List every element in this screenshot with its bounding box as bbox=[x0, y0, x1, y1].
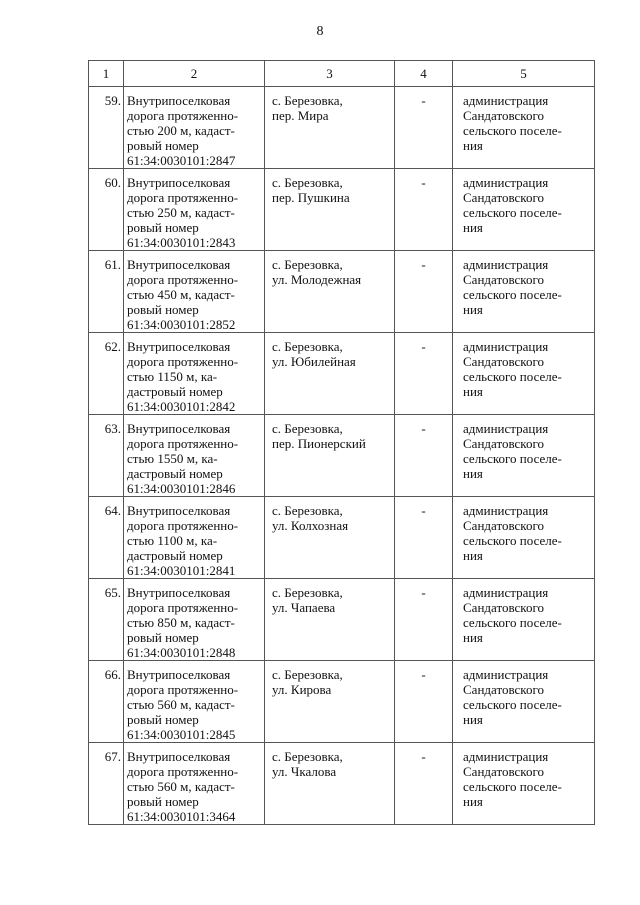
owner-name: администрация Сандатовского сельского поселе- ния bbox=[453, 169, 595, 251]
row-number: 64. bbox=[89, 497, 124, 579]
row-number: 65. bbox=[89, 579, 124, 661]
column-header: 4 bbox=[395, 61, 453, 87]
table-row bbox=[89, 415, 595, 497]
row-number: 67. bbox=[89, 743, 124, 825]
row-number: 63. bbox=[89, 415, 124, 497]
object-address: с. Березовка, пер. Пушкина bbox=[265, 169, 395, 251]
table-row bbox=[89, 169, 595, 251]
row-number: 59. bbox=[89, 87, 124, 169]
object-description: Внутрипоселковая дорога протяженно- стью 1100 м, ка- дастровый номер 61:34:0030101:2841 bbox=[124, 497, 265, 579]
table-row bbox=[89, 743, 595, 825]
row-number: 60. bbox=[89, 169, 124, 251]
road-registry-table bbox=[88, 60, 595, 825]
column-4-value: - bbox=[395, 251, 453, 333]
column-header: 2 bbox=[124, 61, 265, 87]
owner-name: администрация Сандатовского сельского поселе- ния bbox=[453, 415, 595, 497]
column-4-value: - bbox=[395, 579, 453, 661]
page-number: 8 bbox=[316, 24, 324, 39]
table-row bbox=[89, 661, 595, 743]
object-address: с. Березовка, ул. Кирова bbox=[265, 661, 395, 743]
table-row bbox=[89, 333, 595, 415]
table-row bbox=[89, 579, 595, 661]
object-description: Внутрипоселковая дорога протяженно- стью 850 м, кадаст- ровый номер 61:34:0030101:2848 bbox=[124, 579, 265, 661]
owner-name: администрация Сандатовского сельского поселе- ния bbox=[453, 579, 595, 661]
owner-name: администрация Сандатовского сельского поселе- ния bbox=[453, 333, 595, 415]
object-description: Внутрипоселковая дорога протяженно- стью 560 м, кадаст- ровый номер 61:34:0030101:3464 bbox=[124, 743, 265, 825]
object-address: с. Березовка, ул. Юбилейная bbox=[265, 333, 395, 415]
column-header: 1 bbox=[89, 61, 124, 87]
object-description: Внутрипоселковая дорога протяженно- стью 560 м, кадаст- ровый номер 61:34:0030101:2845 bbox=[124, 661, 265, 743]
column-4-value: - bbox=[395, 497, 453, 579]
object-address: с. Березовка, пер. Мира bbox=[265, 87, 395, 169]
table-row bbox=[89, 251, 595, 333]
object-address: с. Березовка, ул. Чкалова bbox=[265, 743, 395, 825]
column-4-value: - bbox=[395, 87, 453, 169]
column-4-value: - bbox=[395, 661, 453, 743]
object-address: с. Березовка, пер. Пионерский bbox=[265, 415, 395, 497]
object-description: Внутрипоселковая дорога протяженно- стью 1550 м, ка- дастровый номер 61:34:0030101:2846 bbox=[124, 415, 265, 497]
column-header: 3 bbox=[265, 61, 395, 87]
row-number: 66. bbox=[89, 661, 124, 743]
object-address: с. Березовка, ул. Чапаева bbox=[265, 579, 395, 661]
column-4-value: - bbox=[395, 333, 453, 415]
owner-name: администрация Сандатовского сельского поселе- ния bbox=[453, 661, 595, 743]
owner-name: администрация Сандатовского сельского поселе- ния bbox=[453, 743, 595, 825]
table-row bbox=[89, 87, 595, 169]
column-4-value: - bbox=[395, 743, 453, 825]
owner-name: администрация Сандатовского сельского поселе- ния bbox=[453, 497, 595, 579]
row-number: 61. bbox=[89, 251, 124, 333]
column-header: 5 bbox=[453, 61, 595, 87]
object-address: с. Березовка, ул. Молодежная bbox=[265, 251, 395, 333]
column-4-value: - bbox=[395, 415, 453, 497]
object-address: с. Березовка, ул. Колхозная bbox=[265, 497, 395, 579]
row-number: 62. bbox=[89, 333, 124, 415]
table-header-row bbox=[89, 61, 595, 87]
owner-name: администрация Сандатовского сельского поселе- ния bbox=[453, 87, 595, 169]
owner-name: администрация Сандатовского сельского поселе- ния bbox=[453, 251, 595, 333]
table-row bbox=[89, 497, 595, 579]
object-description: Внутрипоселковая дорога протяженно- стью 200 м, кадаст- ровый номер 61:34:0030101:2847 bbox=[124, 87, 265, 169]
object-description: Внутрипоселковая дорога протяженно- стью 250 м, кадаст- ровый номер 61:34:0030101:2843 bbox=[124, 169, 265, 251]
object-description: Внутрипоселковая дорога протяженно- стью 1150 м, ка- дастровый номер 61:34:0030101:2842 bbox=[124, 333, 265, 415]
object-description: Внутрипоселковая дорога протяженно- стью 450 м, кадаст- ровый номер 61:34:0030101:2852 bbox=[124, 251, 265, 333]
column-4-value: - bbox=[395, 169, 453, 251]
